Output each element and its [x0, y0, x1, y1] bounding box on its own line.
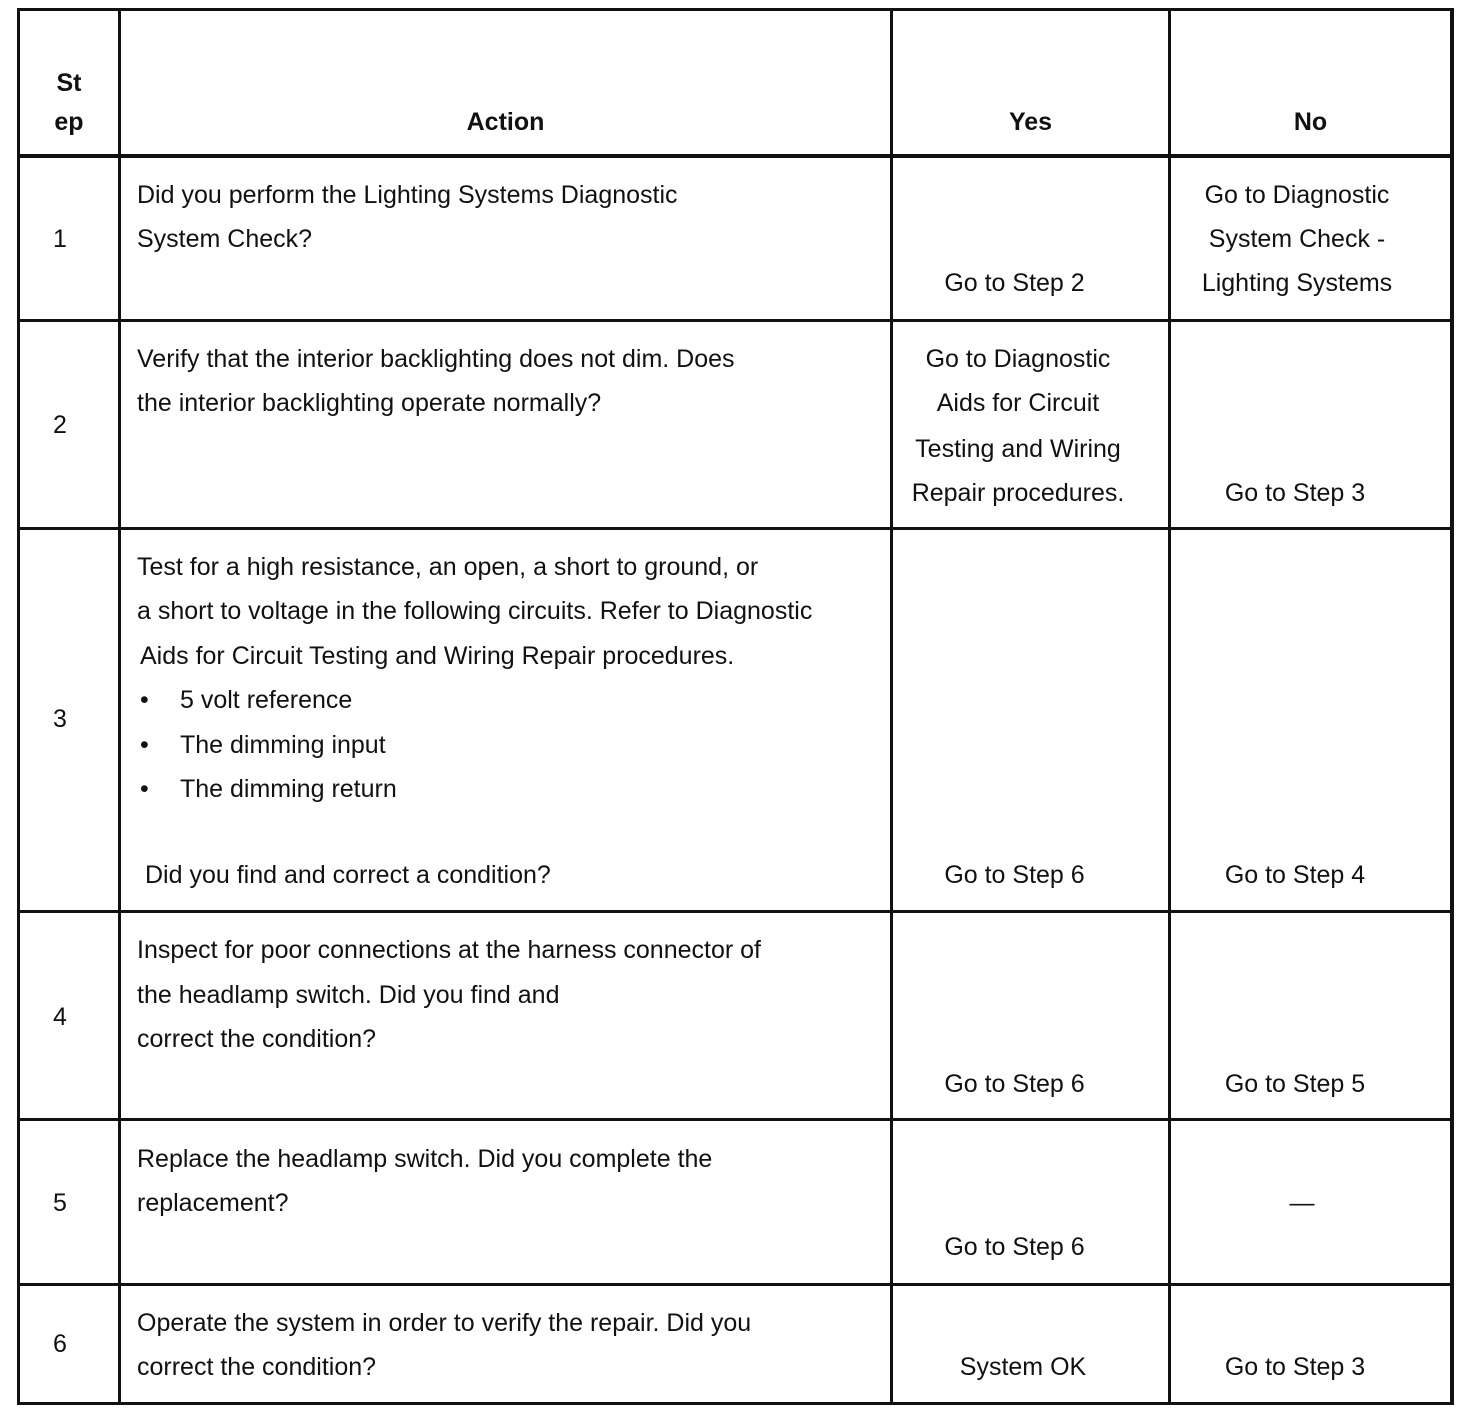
yes-result: Go to Step 6 [944, 1070, 1085, 1098]
step-number: 6 [53, 1330, 67, 1358]
action-text: the headlamp switch. Did you find and [137, 981, 560, 1009]
step-number: 5 [53, 1189, 67, 1217]
bullet-icon: • [140, 775, 149, 803]
bullet-text: The dimming return [180, 775, 397, 803]
bullet-text: The dimming input [180, 731, 386, 759]
table-border-top [17, 8, 1454, 11]
no-result: Go to Diagnostic [1204, 181, 1390, 209]
action-text: correct the condition? [137, 1353, 377, 1381]
bullet-icon: • [140, 731, 149, 759]
action-text: the interior backlighting operate normally? [137, 389, 602, 417]
action-text: System Check? [137, 225, 313, 253]
no-result: — [1289, 1189, 1315, 1217]
no-result: Go to Step 4 [1224, 861, 1366, 889]
action-text: Replace the headlamp switch. Did you complete the [137, 1145, 713, 1173]
bullet-item [140, 678, 352, 722]
bullet-text: 5 volt reference [180, 686, 353, 714]
action-text: correct the condition? [137, 1025, 377, 1053]
action-text: replacement? [137, 1189, 289, 1217]
table-border-bottom [17, 1402, 1454, 1405]
header-yes: Yes [1008, 108, 1053, 136]
yes-result: Go to Diagnostic [925, 345, 1111, 373]
action-text: Aids for Circuit Testing and Wiring Repair procedures. [140, 642, 735, 670]
action-text: Test for a high resistance, an open, a short to ground, or [137, 553, 759, 581]
header-divider [17, 154, 1454, 158]
row-divider [17, 527, 1454, 530]
action-text: Did you perform the Lighting Systems Diagnostic [137, 181, 678, 209]
row-divider [17, 319, 1454, 322]
header-no: No [1293, 108, 1328, 136]
no-result: System Check - [1208, 225, 1386, 253]
column-divider [890, 8, 893, 1405]
step-number: 4 [53, 1003, 67, 1031]
yes-result: Go to Step 6 [944, 1233, 1085, 1261]
action-text: Verify that the interior backlighting does not dim. Does [137, 345, 735, 373]
step-number: 2 [53, 411, 67, 439]
action-text: Inspect for poor connections at the harness connector of [137, 936, 761, 964]
row-divider [17, 1118, 1454, 1121]
table-border-right [1450, 8, 1454, 1405]
action-text: a short to voltage in the following circuits. Refer to Diagnostic [137, 597, 813, 625]
header-step-line1: St [56, 69, 82, 97]
row-divider [17, 1283, 1454, 1286]
no-result: Go to Step 5 [1224, 1070, 1366, 1098]
yes-result: Go to Step 2 [944, 269, 1085, 297]
header-action: Action [466, 108, 545, 136]
yes-result: Aids for Circuit [936, 389, 1100, 417]
no-result: Lighting Systems [1201, 269, 1393, 297]
column-divider [118, 8, 121, 1405]
yes-result: Repair procedures. [911, 479, 1125, 507]
action-question: Did you find and correct a condition? [145, 861, 551, 889]
row-divider [17, 910, 1454, 913]
step-number: 3 [53, 705, 67, 733]
bullet-item [140, 723, 386, 767]
header-step-line2: ep [54, 108, 84, 136]
step-number: 1 [53, 225, 67, 253]
yes-result: Testing and Wiring [915, 435, 1121, 463]
action-text: Operate the system in order to verify the repair. Did you [137, 1309, 752, 1337]
bullet-icon: • [140, 686, 149, 714]
no-result: Go to Step 3 [1224, 479, 1366, 507]
yes-result: Go to Step 6 [944, 861, 1085, 889]
yes-result: System OK [959, 1353, 1087, 1381]
bullet-item [140, 767, 397, 811]
no-result: Go to Step 3 [1224, 1353, 1366, 1381]
